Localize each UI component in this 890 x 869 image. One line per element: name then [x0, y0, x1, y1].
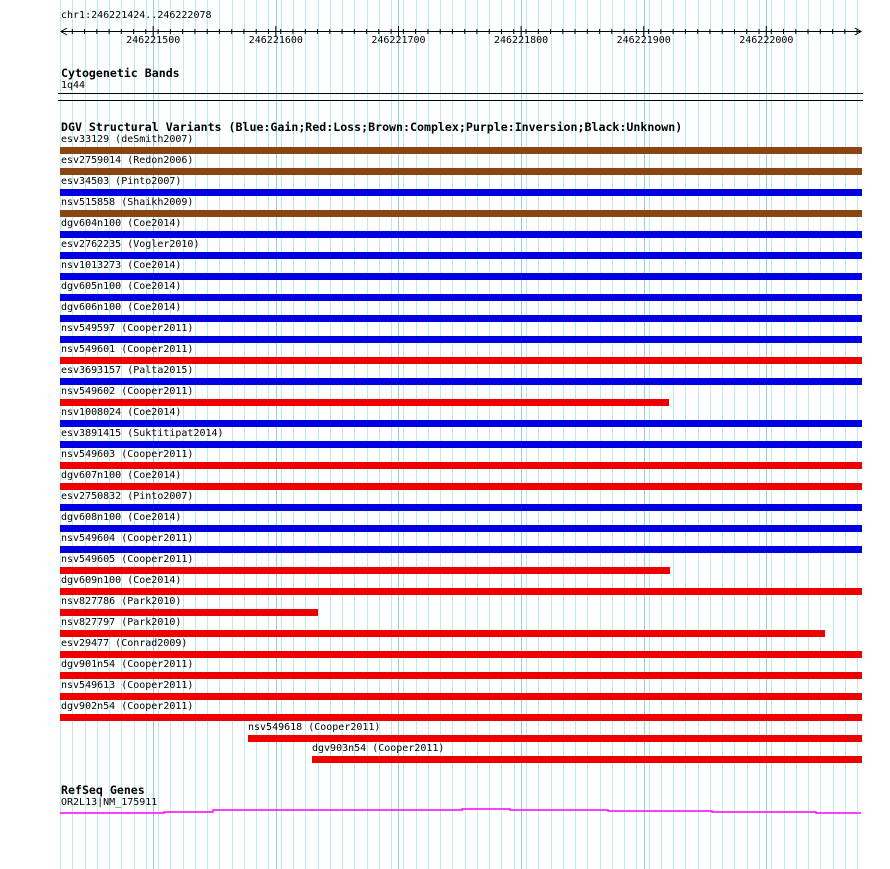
- variant-bar[interactable]: [60, 231, 862, 238]
- region-title: chr1:246221424..246222078: [61, 10, 212, 21]
- variant-bar[interactable]: [60, 651, 862, 658]
- variant-label[interactable]: nsv549618 (Cooper2011): [248, 722, 381, 733]
- refseq-track-header: RefSeq Genes: [61, 783, 145, 797]
- variant-bar[interactable]: [312, 756, 862, 763]
- variant-bar[interactable]: [60, 420, 862, 427]
- variant-label[interactable]: esv33129 (deSmith2007): [61, 134, 194, 145]
- variant-label[interactable]: dgv608n100 (Coe2014): [61, 512, 182, 523]
- variant-bar[interactable]: [60, 546, 862, 553]
- variant-bar[interactable]: [60, 567, 670, 574]
- variant-label[interactable]: esv29477 (Conrad2009): [61, 638, 188, 649]
- variant-label[interactable]: nsv549603 (Cooper2011): [61, 449, 194, 460]
- variant-label[interactable]: esv34503 (Pinto2007): [61, 176, 182, 187]
- variant-bar[interactable]: [60, 168, 862, 175]
- variant-label[interactable]: dgv606n100 (Coe2014): [61, 302, 182, 313]
- variant-bar[interactable]: [60, 588, 862, 595]
- variant-label[interactable]: nsv549597 (Cooper2011): [61, 323, 194, 334]
- variant-bar[interactable]: [60, 273, 862, 280]
- cytoband-track-header: Cytogenetic Bands: [61, 66, 180, 80]
- variant-bar[interactable]: [60, 147, 862, 154]
- variant-label[interactable]: esv2750832 (Pinto2007): [61, 491, 194, 502]
- variant-label[interactable]: nsv549613 (Cooper2011): [61, 680, 194, 691]
- ruler-tick-label: 246221600: [248, 35, 303, 46]
- variant-label[interactable]: dgv903n54 (Cooper2011): [312, 743, 445, 754]
- variant-bar[interactable]: [60, 315, 862, 322]
- variant-bar[interactable]: [60, 210, 862, 217]
- variant-bar[interactable]: [60, 462, 862, 469]
- variant-bar[interactable]: [60, 441, 862, 448]
- variant-bar[interactable]: [60, 609, 318, 616]
- variant-label[interactable]: nsv827786 (Park2010): [61, 596, 182, 607]
- variant-label[interactable]: dgv607n100 (Coe2014): [61, 470, 182, 481]
- variant-label[interactable]: dgv902n54 (Cooper2011): [61, 701, 194, 712]
- variant-bar[interactable]: [248, 735, 862, 742]
- cytoband-top-edge: [58, 93, 863, 94]
- variant-bar[interactable]: [60, 378, 862, 385]
- cytoband-label: 1q44: [61, 80, 86, 91]
- ruler-tick-label: 246221700: [371, 35, 426, 46]
- variant-bar[interactable]: [60, 399, 669, 406]
- variant-label[interactable]: nsv549604 (Cooper2011): [61, 533, 194, 544]
- variant-label[interactable]: dgv901n54 (Cooper2011): [61, 659, 194, 670]
- variant-label[interactable]: nsv549602 (Cooper2011): [61, 386, 194, 397]
- variant-label[interactable]: esv2759014 (Redon2006): [61, 155, 194, 166]
- ruler-tick-label: 246221800: [493, 35, 549, 46]
- variant-label[interactable]: esv3891415 (Suktitipat2014): [61, 428, 224, 439]
- variant-bar[interactable]: [60, 714, 862, 721]
- variant-label[interactable]: dgv605n100 (Coe2014): [61, 281, 182, 292]
- ruler-tick-label: 246221900: [616, 35, 671, 46]
- variant-label[interactable]: dgv609n100 (Coe2014): [61, 575, 182, 586]
- variant-label[interactable]: nsv1008024 (Coe2014): [61, 407, 182, 418]
- variant-label[interactable]: nsv515858 (Shaikh2009): [61, 197, 194, 208]
- refseq-gene-label[interactable]: OR2L13|NM_175911: [61, 797, 158, 808]
- variant-label[interactable]: esv2762235 (Vogler2010): [61, 239, 200, 250]
- ruler-tick-label: 246222000: [739, 35, 794, 46]
- variant-label[interactable]: nsv827797 (Park2010): [61, 617, 182, 628]
- variant-bar[interactable]: [60, 693, 862, 700]
- variant-label[interactable]: esv3693157 (Palta2015): [61, 365, 194, 376]
- variant-bar[interactable]: [60, 252, 862, 259]
- variant-label[interactable]: nsv549601 (Cooper2011): [61, 344, 194, 355]
- variant-bar[interactable]: [60, 189, 862, 196]
- variant-label[interactable]: dgv604n100 (Coe2014): [61, 218, 182, 229]
- variant-bar[interactable]: [60, 504, 862, 511]
- ruler-tick-label: 246221500: [126, 35, 181, 46]
- variant-bar[interactable]: [60, 525, 862, 532]
- variant-bar[interactable]: [60, 672, 862, 679]
- variant-label[interactable]: nsv549605 (Cooper2011): [61, 554, 194, 565]
- variant-bar[interactable]: [60, 357, 862, 364]
- cytoband-bottom-edge: [58, 100, 863, 101]
- variant-bar[interactable]: [60, 630, 825, 637]
- variant-bar[interactable]: [60, 294, 862, 301]
- variant-bar[interactable]: [60, 336, 862, 343]
- variant-label[interactable]: nsv1013273 (Coe2014): [61, 260, 182, 271]
- dgv-track-header: DGV Structural Variants (Blue:Gain;Red:Loss;Brown:Complex;Purple:Inversion;Black:Unknown): [61, 120, 683, 134]
- variant-bar[interactable]: [60, 483, 862, 490]
